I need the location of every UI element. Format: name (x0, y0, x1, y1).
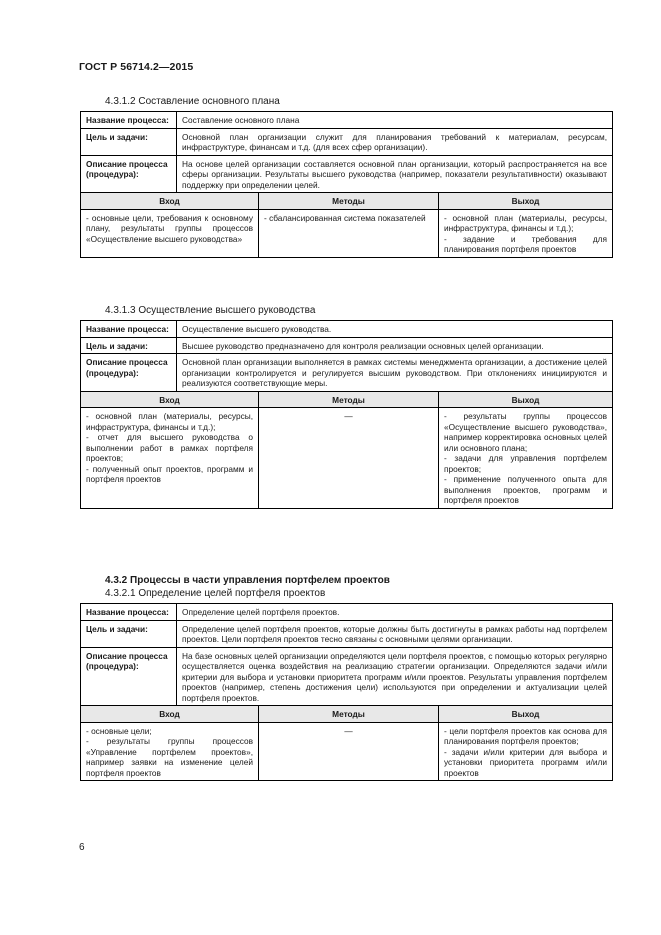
output-item: - цели портфеля проектов как основа для планирования портфеля проектов; (444, 725, 608, 746)
input-cell (81, 408, 259, 509)
table-row (81, 620, 613, 647)
input-cell (81, 722, 259, 781)
output-column-header: Выход (439, 391, 613, 408)
process-name-value: Осуществление высшего руководства. (177, 321, 613, 338)
description-value: Основной план организации выполняется в рамках системы менеджмента организации, а достижение целей организации контролируется и регулируется высшим руководством. При отклонениях инициируются и реализуются соответствующие меры. (177, 354, 613, 392)
table-row (81, 354, 613, 392)
input-column-header: Вход (81, 706, 259, 723)
process-name-value: Составление основного плана (177, 112, 613, 129)
input-item: - результаты группы процессов «Управление портфелем проектов», например заявки на изменение целей портфеля проектов (86, 736, 253, 778)
description-label: Описание процесса (процедура): (81, 155, 177, 193)
table-row (81, 604, 613, 621)
goal-label: Цель и задачи: (81, 128, 177, 155)
description-value: На основе целей организации составляется основной план организации, который распространяется на все сферы организации. Результаты высшего руководства (например, показатели результативности) оказывают поддержку при определении целей. (177, 155, 613, 193)
output-item: - задачи и/или критерии для выбора и установки приоритета программ и/или проектов (444, 746, 608, 778)
input-item: - основные цели; (86, 725, 152, 736)
methods-cell: — (259, 722, 439, 781)
input-item: - основной план (материалы, ресурсы, инфраструктура, финансы и т.д.); (86, 411, 253, 432)
table-row (81, 722, 613, 781)
table-row (81, 408, 613, 509)
section-heading-4-3-1-2: 4.3.1.2 Составление основного плана (105, 96, 280, 107)
process-table-senior-management (80, 320, 613, 509)
input-column-header: Вход (81, 193, 259, 210)
input-item: - отчет для высшего руководства о выполнении работ в рамках портфеля проектов; (86, 432, 253, 463)
output-cell (439, 722, 613, 781)
methods-column-header: Методы (259, 193, 439, 210)
process-name-label: Название процесса: (81, 112, 177, 129)
table-row (81, 647, 613, 706)
table-row (81, 321, 613, 338)
output-cell (439, 209, 613, 257)
goal-value: Определение целей портфеля проектов, которые должны быть достигнуты в рамках работы над портфелем проектов. Цели портфеля проектов тесно связаны с основными целями организации. (177, 620, 613, 647)
output-item: - задачи для управления портфелем проектов; (444, 453, 608, 474)
table-row (81, 128, 613, 155)
goal-value: Основной план организации служит для планирования требований к материалам, ресурсам, инфраструктуре, финансам и т.д. (для всех сфер организации). (177, 128, 613, 155)
table-row (81, 337, 613, 354)
input-item: - полученный опыт проектов, программ и портфеля проектов (86, 463, 253, 484)
output-item: - основной план (материалы, ресурсы, инфраструктура, финансы и т.д.); (444, 212, 608, 233)
section-heading-4-3-1-3: 4.3.1.3 Осуществление высшего руководства (105, 305, 316, 316)
table-row (81, 112, 613, 129)
input-cell (81, 209, 259, 257)
output-column-header: Выход (439, 706, 613, 723)
methods-cell: - сбалансированная система показателей (259, 209, 439, 257)
table-header-row (81, 391, 613, 408)
description-value: На базе основных целей организации определяются цели портфеля проектов, с помощью которых регулярно осуществляется оценка воздействия на реализацию стратегии организации. Определяются задачи и/или критерии для выбора и установки приоритета программ и/или проектов. Результаты управления портфелем проектов (например, степень достижения цели) используются при определении и актуализации целей портфеля проектов. (177, 647, 613, 706)
section-heading-4-3-2: 4.3.2 Процессы в части управления портфелем проектов (105, 575, 390, 586)
description-label: Описание процесса (процедура): (81, 354, 177, 392)
document-code: ГОСТ Р 56714.2—2015 (79, 61, 194, 73)
output-column-header: Выход (439, 193, 613, 210)
output-item: - результаты группы процессов «Осуществление высшего руководства», например корректировка основных целей или основного плана; (444, 411, 608, 453)
output-cell (439, 408, 613, 509)
methods-column-header: Методы (259, 391, 439, 408)
input-column-header: Вход (81, 391, 259, 408)
input-item: - основные цели, требования к основному плану, результаты группы процессов «Осуществление высшего руководства» (86, 212, 253, 244)
process-name-value: Определение целей портфеля проектов. (177, 604, 613, 621)
goal-label: Цель и задачи: (81, 620, 177, 647)
table-row (81, 155, 613, 193)
table-header-row (81, 193, 613, 210)
methods-column-header: Методы (259, 706, 439, 723)
table-header-row (81, 706, 613, 723)
methods-cell: — (259, 408, 439, 509)
description-label: Описание процесса (процедура): (81, 647, 177, 706)
goal-label: Цель и задачи: (81, 337, 177, 354)
output-item: - применение полученного опыта для выполнения проектов, программ и портфеля проектов (444, 474, 608, 505)
goal-value: Высшее руководство предназначено для контроля реализации основных целей организации. (177, 337, 613, 354)
process-table-main-plan (80, 111, 613, 258)
table-row (81, 209, 613, 257)
process-table-portfolio-goals (80, 603, 613, 781)
page-number: 6 (79, 842, 85, 853)
process-name-label: Название процесса: (81, 321, 177, 338)
section-heading-4-3-2-1: 4.3.2.1 Определение целей портфеля проектов (105, 588, 326, 599)
process-name-label: Название процесса: (81, 604, 177, 621)
output-item: - задание и требования для планирования портфеля проектов (444, 233, 608, 254)
